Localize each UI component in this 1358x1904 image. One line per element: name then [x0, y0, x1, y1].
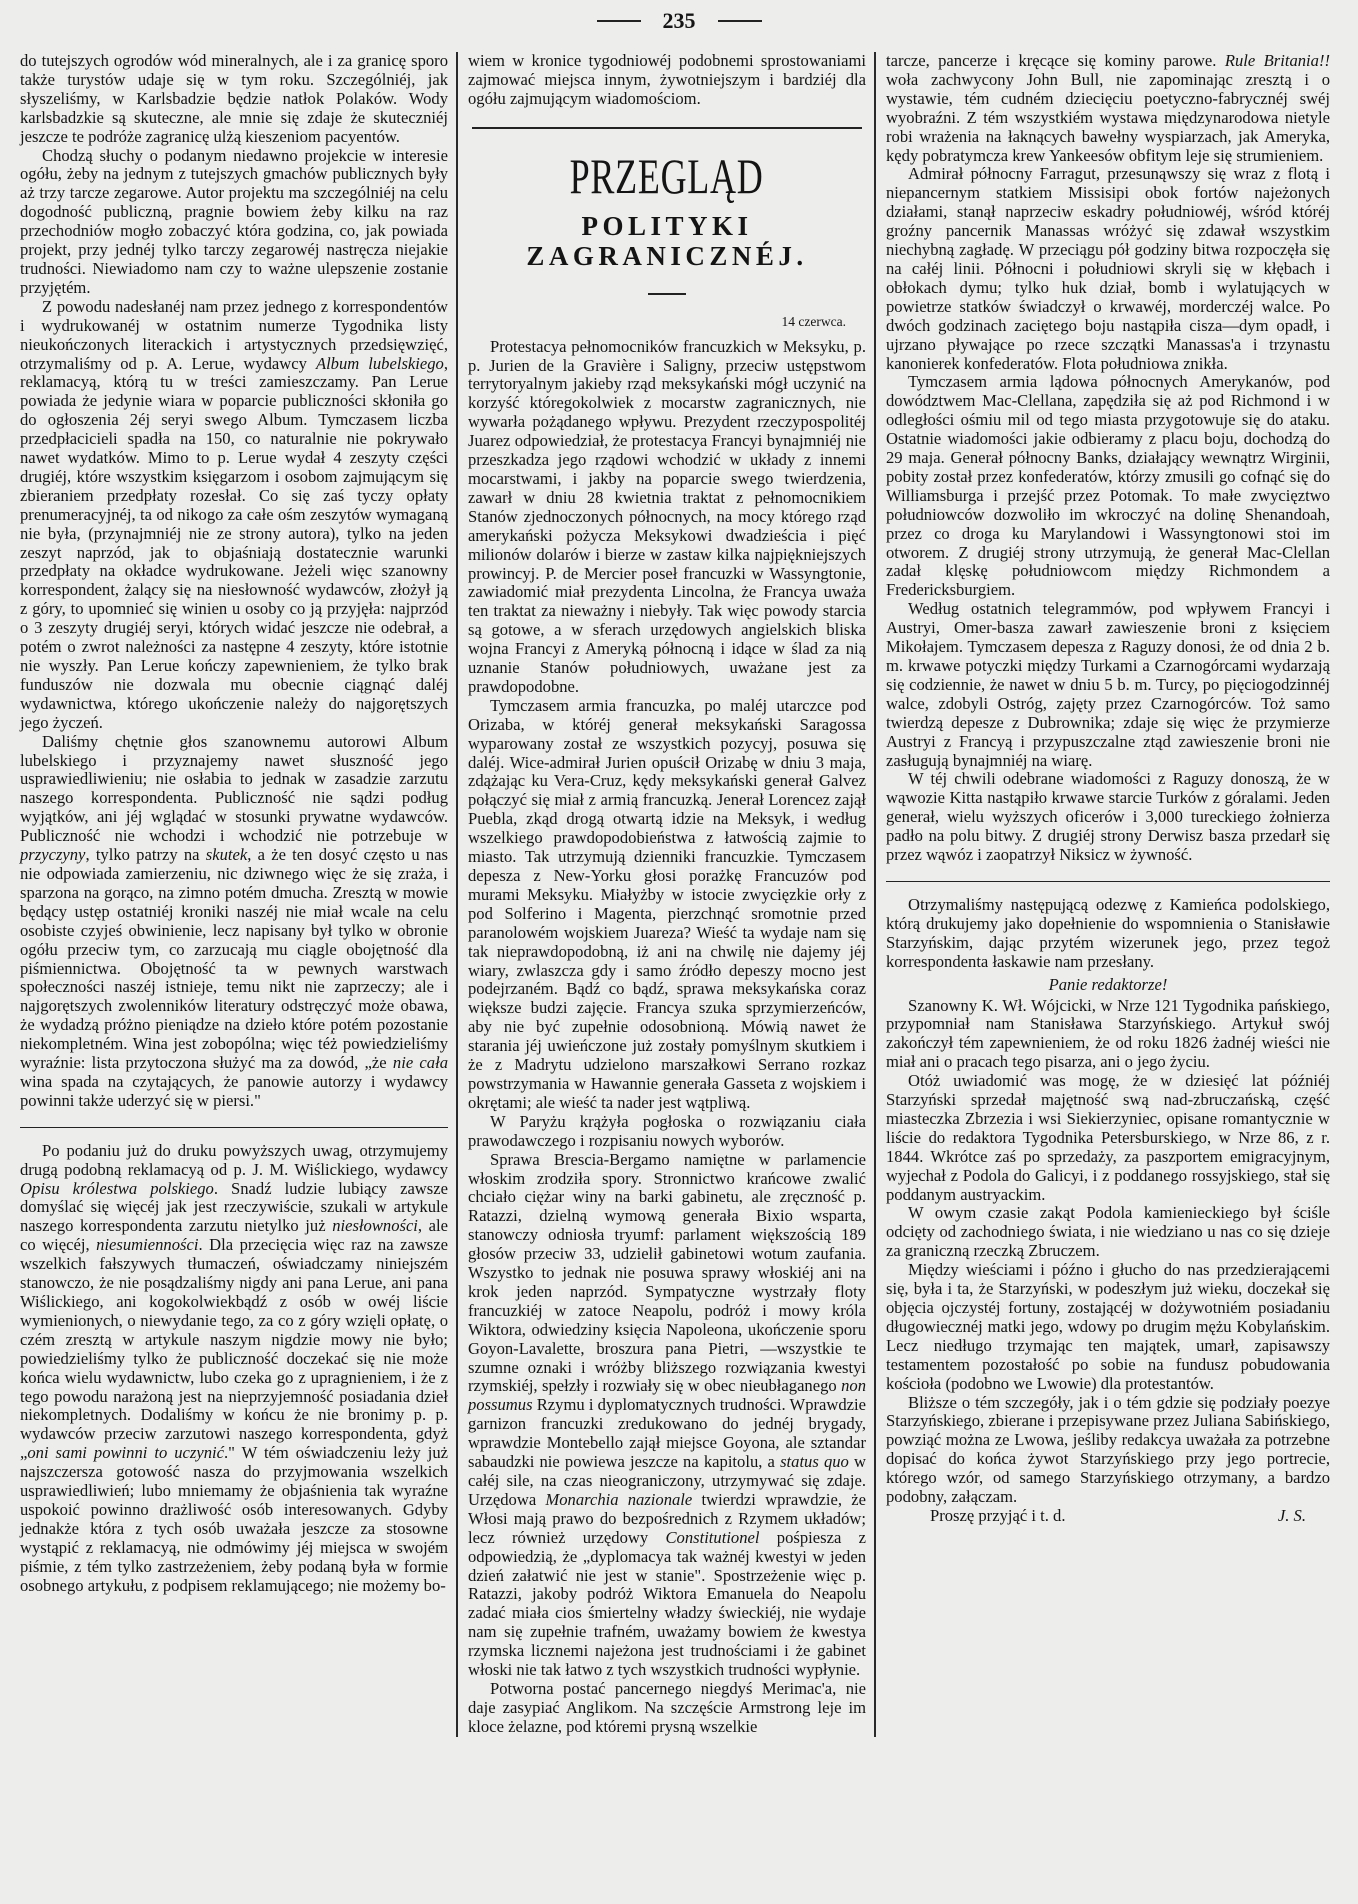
text-run: Admirał północny Farragut, przesunąwszy się wraz z flotą i niepancernym statkiem Missisipi obok fortów najeżonych działami, stanął naprzeciw eskadry południowéj, wśród któréj groźny pancernik Manassas wróżyć się zdawał wszystkim niechybną zagładę. W przeciągu pół godziny bitwa rozpoczęła się na całéj linii. Północni i południowi skryli się w kłębach i obłokach dymu; tylko huk dział, bomb i wylatujących w powietrze statków świadczył o krwawéj, morderczéj walce. Po dwóch godzinach zaciętego boju nastąpiła cisza—dym opadł, i ujrzano pływające po rzece szczątki Manassas'a i trzynastu kanonierek konfederatów. Flota południowa znikła.	[886, 164, 1330, 373]
text-run: Szanowny K. Wł. Wójcicki, w Nrze 121 Tygodnika pańskiego, przypomniał nam Stanisława Starzyńskiego. Artykuł swój zakończył tém zapewnieniem, że od roku 1826 żadnéj wieści nie miał ani o pracach tego pisarza, ani o jego życiu.	[886, 995, 1330, 1072]
text-run: W téj chwili odebrane wiadomości z Raguzy donoszą, że w wąwozie Kitta nastąpiło krwawe starcie Turków z góralami. Jeden generał, wielu wyższych oficerów i 3,000 tureckiego żołnierza padło na polu bitwy. Z drugiéj strony Derwisz basza przedarł się przez wąwóz i zaopatrzył Niksicz w żywność.	[886, 769, 1330, 865]
letter-closing	[886, 1507, 1330, 1526]
text-run: ." W tém oświadczeniu leży już najszczersza gotowość nasza do przyjmowania wszelkich usprawiedliwień; lubo mniemamy że objaśnienia tak wyraźne uspokoić powinno drażliwość osób interesowanych. Gdyby jednakże która z tych osób uważała jeszcze za stosowne wystąpić z reklamacyą, nie odmówimy jéj miejsca w swojém piśmie, z tém tylko zastrzeżeniem, żeby podaną była w formie osobnego artykułu, z podpisem reklamującego; nie możemy bo-	[20, 1443, 448, 1595]
italic-text: Album lubelskiego	[315, 353, 444, 373]
text-run: do tutejszych ogrodów wód mineralnych, ale i za granicę sporo także turystów udaje się w tym roku. Szczególniéj, jak słyszeliśmy, w Karlsbadzie będzie natłok Polaków. Wody karlsbadzkie są skuteczne, ale mnie się zdaje że skuteczniéj jeszcze te podróże zagranicę ulżą kieszeniom pacyentów.	[20, 51, 448, 146]
italic-text: status quo	[780, 1452, 849, 1472]
text-run: . Snadź ludzie lubiący zawsze domyślać się więcéj jak jest rzeczywiście, szukali w artykule naszego korrespondenta zarzutu nietylko już	[20, 1178, 448, 1236]
middle-column	[456, 52, 874, 1737]
local-chronicle-section	[20, 52, 448, 1111]
italic-text: niesumienności	[96, 1235, 199, 1255]
italic-text: non possumus	[468, 1376, 866, 1415]
section-divider	[20, 1127, 448, 1128]
text-run: Otóż uwiadomić was mogę, że w dziesięć lat późniéj Starzyński sprzedał majętność swą nad-zbruczańską, część miasteczka Zbrzezia i wsi Siekierzyniec, opisane romantycznie w liście do redaktora Tygodnika Petersburskiego, w Nrze 86, z r. 1844. Wkrótce zaś po sprzedaży, za paszportem emigracyjnym, wyjechał z Podola do Galicyi, i z poddanego rossyjskiego, stał się poddanym austryackim.	[886, 1071, 1330, 1204]
paragraph	[886, 1204, 1330, 1261]
italic-text: skutek	[205, 845, 248, 865]
heading-line-1: PRZEGLĄD	[570, 147, 764, 204]
letter-body	[886, 997, 1330, 1507]
text-run: , tylko patrzy na	[85, 845, 206, 865]
paragraph	[886, 52, 1330, 165]
text-run: wiem w kronice tygodniowéj podobnemi sprostowaniami zajmować miejsca innym, żywotniejszym i bardziéj dla ogółu zajmującym wiadomościom.	[468, 51, 866, 108]
paragraph	[886, 770, 1330, 865]
paragraph	[468, 338, 866, 697]
paragraph	[886, 600, 1330, 770]
text-run: Bliższe o tém szczegóły, jak i o tém gdzie się podziały poezye Starzyńskiego, zbierane i przepisywane przez Juliana Sabińskiego, powziąć można ze Lwowa, jeśliby redakcya uważała za potrzebne dopisać do końca żywot Starzyńskiego przy jego portrecie, którego wzór, od samego Starzyńskiego otrzymany, a bardzo podobny, załączam.	[886, 1392, 1330, 1507]
text-run: . Dla przecięcia więc raz na zawsze wszelkich fałszywych tłumaczeń, oświadczamy niniejszém stanowczo, że nie posądzaliśmy nigdy ani pana Lerue, ani pana Wiślickiego, ani kogokolwiekbądź z osób w owéj liście wymienionych, o niewydanie tego, za co z góry wzięli opłatę, o czém zresztą w artykule naszym nigdzie mowy nie było; powiedzieliśmy tylko że publiczność doczekać się nie może końca wielu wydawnictw, lubo czeka go z upragnieniem, i że z tego powodu narażoną jest na nieprzyjemność posiadania dzieł niekompletnych. Dodaliśmy w końcu że nie bronimy p. p. wydawców przeciw zarzutowi naszego korrespondenta, gdyż „	[20, 1235, 448, 1463]
text-run: Potworna postać pancernego niegdyś Merimac'a, nie daje zasypiać Anglikom. Na szczęście Armstrong leje im kloce żelazne, pod któremi prysną wszelkie	[468, 1678, 866, 1736]
italic-text: Constitutionel	[665, 1527, 760, 1547]
newspaper-columns	[20, 52, 1336, 1737]
text-run: Tymczasem armia francuzka, po maléj utarczce pod Orizaba, w któréj generał meksykański Saragossa wyparowany został ze wszystkich pozycyj, posuwa się daléj. Wice-admirał Jurien opuścił Orizabę w dniu 3 maja, zdążając ku Vera-Cruz, kędy meksykański generał Galvez połączyć się miał z armią francuzką. Jenerał Lorencez zajął Puebla, zkąd drogą otwartą idzie na Meksyk, i według wszelkiego prawdopodobieństwa z łatwością zajmie to miasto. Tak utrzymują dzienniki francuzkie. Tymczasem depesza z New-Yorku głosi porażkę Francuzów pod murami Meksyku. Miałyżby w istocie zwycięzkie orły z pod Solferino i Magenta, pierzchnąć sromotnie przed paranolowém wojskiem Juareza? Wieść ta wydaje nam się tak nieprawdopodobną, iż ani na chwilę nie dajemy jéj wiary, zwlaszcza gdy i samo źródło depeszy mocno jest podejrzaném. Bądź co bądź, sprawa meksykańska coraz większe budzi zajęcie. Francya szuka sprzymierzeńców, aby nie być zupełnie odosobnioną. Mówią nawet że starania jéj uwieńczone już zostały pomyślnym skutkiem i że z Madrytu udzielono marszałkowi Serrano rozkaz powstrzymania w Hawannie generała Gasseta z wojskiem i okrętami; ale wieść ta nader jest wątpliwą.	[468, 695, 866, 1112]
text-run: Otrzymaliśmy następującą odezwę z Kamieńca podolskiego, którą drukujemy jako dopełnienie do wspomnienia o Stanisławie Starzyńskim, dając przytém wizerunek jego, przez tegoż korrespondenta łaskawie nam przesłany.	[886, 894, 1330, 971]
text-run: Tymczasem armia lądowa północnych Amerykanów, pod dowództwem Mac-Clellana, zapędziła się aż pod Richmond i w odległości ośmiu mil od tego miasta przygotowuje się do ataku. Ostatnie wiadomości jakie odbieramy z placu boju, dochodzą do 29 maja. Generał północny Banks, działający wewnątrz Wirginii, pobity został przez konfederatów, którzy zmusili go cofnąć się do Williamsburga i przejść przez Potomak. To małe zwycięztwo południowców dozwoliło im wkroczyć na dolinę Shenandoah, przez co droga ku Marylandowi i Wassyngtonowi stoi im otworem. Z drugiéj strony utrzymują, że generał Mac-Clellan zadał klęskę południowcom między Richmondem a Fredericksburgiem.	[886, 372, 1330, 600]
foreign-politics-continuation	[886, 52, 1330, 865]
text-run: Z powodu nadesłanéj nam przez jednego z korrespondentów i wydrukowanéj w ostatnim numerze Tygodnika listy nieukończonych literackich i artystycznych przedsięwzięć, otrzymaliśmy od p. A. Lerue, wydawcy	[20, 296, 448, 373]
divider	[597, 20, 641, 22]
chronicle-ending	[468, 52, 866, 109]
text-run: Według ostatnich telegrammów, pod wpływem Francyi i Austryi, Omer-basza zawarł zawieszenie broni z księciem Mikołajem. Tymczasem depesza z Raguzy donosi, że od dnia 2 b. m. krwawe potyczki między Turkami a Czarnogórcami wydarzają się codziennie, że nawet w dniu 5 b. m. Turcy, po pięciogodzinnéj walce, zdobyli Ostróg, zajęty przez Czarnogórców. Toż samo twierdzą depesze z Dubrownika; zdaje się więc że przymierze Austryi z Francyą i przypuszczalne ztąd zawieszenie broni nie zasługują bynajmniéj na wiarę.	[886, 599, 1330, 770]
text-run: W Paryżu krążyła pogłoska o rozwiązaniu ciała prawodawczego i rozpisaniu nowych wyborów.	[468, 1111, 866, 1150]
right-column	[874, 52, 1330, 1737]
letter-intro	[886, 896, 1330, 972]
italic-text: nie cała	[392, 1053, 448, 1073]
text-run: Sprawa Brescia-Bergamo namiętne w parlamencie włoskim zrodziła spory. Stronnictwo krańcowe zwalić chciało ciężar winy na barki gabinetu, ale zręczność p. Ratazzi, dzielną wymową generała Bixio wsparta, stanowczy odniosła tryumf: parlament większością 189 głosów przeciw 33, udzielił gabinetowi wotum zaufania. Wszystko to jednak nie posuwa sprawy włoskiéj ani na krok jeden naprzód. Sympatyczne wystrzały floty francuzkiéj w zatoce Neapolu, podróż i mowy króla Wiktora, odwiedziny księcia Napoleona, ukończenie sporu Goyon-Lavalette, broszura pana Pietri, —wszystkie te szumne oznaki i wróżby bliższego rozwiązania kwestyi rzymskiéj, spełzły i rozwiały się w obec nieubłaganego	[468, 1149, 866, 1396]
signature: J. S.	[1277, 1505, 1306, 1525]
divider	[718, 20, 762, 22]
text-run: tarcze, pancerze i kręcące się kominy parowe.	[886, 51, 1225, 70]
text-run: w całéj sile, na czas nieograniczony, utrzymywać się zdaje. Urzędowa	[468, 1452, 866, 1509]
italic-text: Opisu królestwa polskiego	[20, 1178, 214, 1198]
italic-text: Rule Britania!!	[1224, 51, 1330, 70]
paragraph	[20, 1142, 448, 1596]
section-divider	[886, 881, 1330, 882]
paragraph	[468, 1151, 866, 1680]
paragraph	[20, 147, 448, 298]
text-run: wina spada na czytających, że panowie autorzy i wydawcy powinni także uderzyć się w piersi."	[20, 1071, 448, 1110]
text-run: Rzymu i dyplomatycznych trudności. Wprawdzie garnizon francuzki zredukowano do jednéj brygady, wprawdzie Montebello zajął miejsce Goyona, ale sztandar sabaudzki nie powiewa jeszcze na kapitolu, a	[468, 1395, 866, 1472]
article-heading	[468, 147, 866, 295]
heading-line-2: POLITYKI ZAGRANICZNÉJ.	[526, 210, 808, 271]
paragraph	[468, 697, 866, 1113]
text-run: , reklamacyą, którą tu w treści zamieszczamy. Pan Lerue powiada że jedynie wiara w poparcie publiczności skłoniła go do ogłoszenia 2éj seryi swego Album. Tymczasem liczba przedpłacicieli spadła na 150, co naturalnie nie pokrywało nawet wydatków. Mimo to p. Lerue wydał 4 zeszyty części drugiéj, które wszystkim księgarzom i osobom zajmującym się zbieraniem przedpłaty rozesłał. Co się zaś tyczy opłaty prenumeracyjnéj, ta od nikogo za całe ośm zeszytów wymaganą nie była, (przynajmniéj nie ze strony autora), tylko na jeden zeszyt naprzód, jak to objaśniają dostatecznie warunki przedpłaty na okładce wydrukowane. Jeżeli więc szanowny korrespondent, żalący się na niesłowność wydawców, złożył ją z góry, to upomnieć się winien u osoby co ją przyjęła: najprzód o 3 zeszyty drugiéj seryi, których widać jeszcze nie odebrał, a potém o zwrot należności za następne 4 zeszyty, które istotnie nie wyszły. Pan Lerue kończy zapewnieniem, że tylko brak funduszów nie dozwala mu obecnie ciągnąć daléj wydawnictwa, którego ukończenie należy do najgorętszych jego życzeń.	[20, 353, 448, 732]
italic-text: Monarchia nazionale	[545, 1489, 693, 1509]
text-run: Chodzą słuchy o podanym niedawno projekcie w interesie ogółu, żeby na jednym z tutejszych gmachów publicznych były aż trzy tarcze zegarowe. Autor projektu ma szczególniéj na celu dogodność publiczną, pragnie bowiem żeby kilku na raz przechodniów mogło zobaczyć która godzina, co, jak powiada projekt, przy jednéj tylko tarczy zegarowéj nastręcza niejakie trudności. Niewiadomo nam czy to ważne ulepszenie zostanie przyjętém.	[20, 145, 448, 297]
paragraph	[886, 165, 1330, 373]
text-run: Po podaniu już do druku powyższych uwag, otrzymujemy drugą podobną reklamacyą od p. J. M. Wiślickiego, wydawcy	[20, 1140, 448, 1179]
text-run: woła zachwycony John Bull, nie zapominając zresztą i o wystawie, tém cudném dziecięciu poetyczno-fabrycznéj swéj wyobraźni. Z tém wszystkiém wystawa międzynarodowa nietyle robi wrażenia na łaknących bawełny wyspiarzach, jak Ameryka, kędy pobratymcza krew Yankeesów obfitym leje się strumieniem.	[886, 69, 1330, 165]
heading-divider	[648, 293, 686, 295]
paragraph	[886, 1394, 1330, 1507]
reclamation-section	[20, 1142, 448, 1596]
closing-formula: Proszę przyjąć i t. d.	[930, 1505, 1066, 1525]
paragraph	[468, 1113, 866, 1151]
text-run: , a że ten dosyć często u nas nie odpowiada zamierzeniu, nic dziwnego więc że się zraża, i sparzona na gorąco, na zimno potém dmucha. Zresztą w mowie będący ustęp ostatniéj kroniki naszéj nie miał wcale na celu osobiste czyjeś obwinienie, lecz napisany był tylko w obronie ogółu przeciw tym, co zarzucają mu ciągle obojętność dla piśmiennictwa. Obojętność ta w pewnych warstwach społeczności naszéj istnieje, temu nikt nie zaprzeczy; ale i najgorętszych zwolenników literatury odstręczyć może obawa, że wydadzą próżno pieniądze na dzieło które potém pozostanie niekompletném. Wina jest zobopólna; więc téż powiedzieliśmy wyraźnie: lista przytoczona służyć ma za dowód, „że	[20, 845, 448, 1073]
italic-text: niesłowności	[332, 1216, 418, 1236]
text-run: , ale co więcéj,	[20, 1216, 449, 1255]
text-run: pośpiesza z odpowiedzią, że „dyplomacya tak ważnéj kwestyi w jeden dzień załatwić nie jest w stanie". Spostrzeżenie więc p. Ratazzi, jakoby podróż Wiktora Emanuela do Neapolu zadać miała cios śmiertelny władzy świeckiéj, nie wydaje nam się zupełnie trafném, uważamy bowiem że kwestya rzymska licznemi najeżona jest trudnościami i że gabinet włoski nie tak łatwo z tych wszystkich trudności wypłynie.	[468, 1527, 866, 1680]
paragraph	[468, 1680, 866, 1737]
paragraph	[20, 733, 448, 1111]
page-number-header	[0, 8, 1358, 34]
paragraph	[20, 298, 448, 733]
text-run: W owym czasie zakąt Podola kamienieckiego był ściśle odcięty od zachodniego świata, i nie wiedziano u nas co się dzieje za graniczną rzeczką Zbruczem.	[886, 1203, 1330, 1261]
text-run: twierdzi wprawdzie, że Włosi mają prawo do bezpośrednich z Rzymem układów; lecz również urzędowy	[468, 1489, 866, 1547]
foreign-politics-article	[468, 338, 866, 1737]
paragraph	[886, 896, 1330, 972]
paragraph	[20, 52, 448, 147]
page-number: 235	[662, 8, 696, 33]
paragraph	[468, 52, 866, 109]
dateline: 14 czerwca.	[781, 313, 846, 329]
paragraph	[886, 1261, 1330, 1393]
left-column	[20, 52, 456, 1737]
text-run: Między wieściami i późno i głucho do nas przedzierającemi się, była i ta, że Starzyński, w podeszłym już wieku, doczekał się objęcia ojczystéj fortuny, zostającéj w dożywotniém posiadaniu długowiecznéj matki jego, wdowy po drugim mężu Kobylańskim. Lecz niedługo trzymając ten majątek, umarł, zapisawszy testamentem pozostałość po sobie na fundusz pobudowania kościoła (podobno we Lwowie) dla protestantów.	[886, 1260, 1330, 1393]
paragraph	[886, 997, 1330, 1073]
italic-text: oni sami powinni to uczynić	[27, 1443, 224, 1463]
paragraph	[886, 373, 1330, 600]
text-run: Daliśmy chętnie głos szanownemu autorowi Album lubelskiego i przyznajemy nawet słuszność jego usprawiedliwieniu; nie osłabia to jednak w zasadzie zarzutu naszego korrespondenta. Publiczność nie sądzi podług wyjątków, ani jéj wglądać w stosunki prywatne wydawców. Publiczność nie wchodzi i wchodzić nie potrzebuje w	[20, 731, 448, 846]
italic-text: przyczyny	[20, 845, 86, 865]
section-divider	[472, 127, 862, 129]
paragraph	[886, 1072, 1330, 1204]
text-run: Protestacya pełnomocników francuzkich w Meksyku, p. p. Jurien de la Gravière i Saligny, przeciw ustępstwom terrytoryalnym jakieby rząd meksykański mógł uczynić na korzyść któregokolwiek z mocarstw zagranicznych, nie wywarła pożądanego wpływu. Prezydent rzeczypospolitéj Juarez odpowiedział, że protestacya Francyi bynajmniéj nie przeszkadza jego rządowi wchodzić w układy z innemi mocarstwami, i jakby na poparcie swego twierdzenia, zawarł w dniu 28 kwietnia traktat z pełnomocnikiem Stanów zjednoczonych północnych, na mocy którego rząd amerykański pożycza Meksykowi dwadzieścia i pięć milionów dolarów i bierze w zastaw kilka najpiękniejszych prowincyj. P. de Mercier poseł francuzki w Wassyngtonie, zawiadomić miał prezydenta Lincolna, że Francya uważa ten traktat za nieważny i niebyły. Tak więc powody starcia są gotowe, a w sferach urzędowych angielskich bliska wojna Francyi z Ameryką północną i idące w ślad za nią uznanie Stanów południowych, uważane jest za prawdopodobne.	[468, 336, 866, 696]
letter-salutation: Panie redaktorze!	[1048, 974, 1168, 994]
